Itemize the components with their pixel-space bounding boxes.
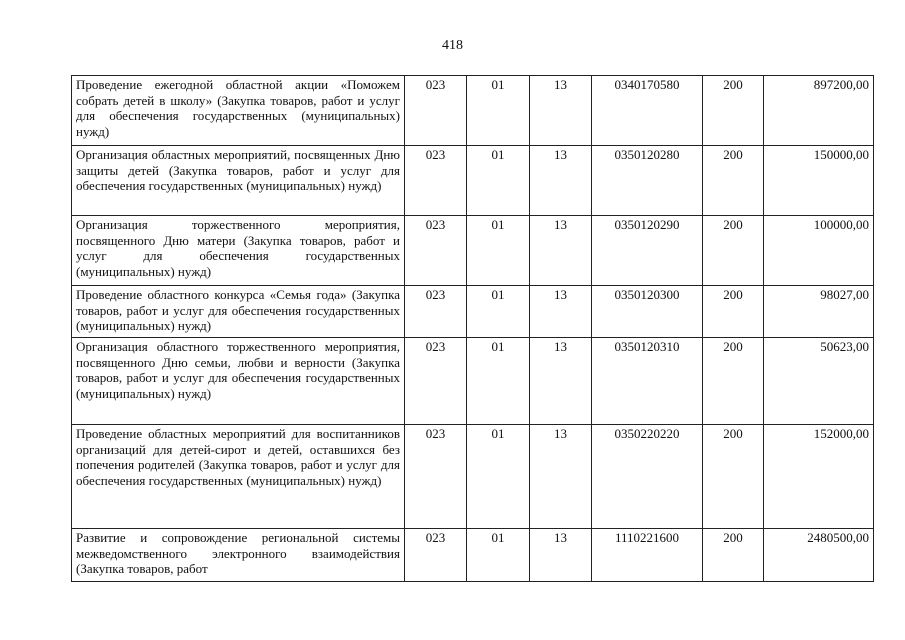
expense-type-code: 200 [703, 425, 764, 529]
subsection-code: 13 [530, 146, 592, 216]
page-number: 418 [442, 38, 463, 53]
amount: 2480500,00 [764, 529, 874, 582]
ministry-code: 023 [405, 216, 467, 286]
expense-type-code: 200 [703, 529, 764, 582]
ministry-code: 023 [405, 146, 467, 216]
budget-table [71, 75, 874, 582]
row-description: Организация областного торжественного мероприятия, посвященного Дню семьи, любви и верности (Закупка товаров, работ и услуг для обеспечения государственных (муниципальных) нужд) [72, 338, 405, 425]
target-code: 0340170580 [592, 76, 703, 146]
subsection-code: 13 [530, 286, 592, 338]
amount: 152000,00 [764, 425, 874, 529]
row-description: Развитие и сопровождение региональной системы межведомственного электронного взаимодействия (Закупка товаров, работ [72, 529, 405, 582]
ministry-code: 023 [405, 425, 467, 529]
section-code: 01 [467, 529, 530, 582]
row-description: Проведение областного конкурса «Семья года» (Закупка товаров, работ и услуг для обеспечения государственных (муниципальных) нужд) [72, 286, 405, 338]
amount: 150000,00 [764, 146, 874, 216]
section-code: 01 [467, 425, 530, 529]
amount: 50623,00 [764, 338, 874, 425]
amount: 100000,00 [764, 216, 874, 286]
table-row [72, 146, 874, 216]
amount: 897200,00 [764, 76, 874, 146]
subsection-code: 13 [530, 76, 592, 146]
table-row [72, 76, 874, 146]
subsection-code: 13 [530, 425, 592, 529]
row-description: Проведение областных мероприятий для воспитанников организаций для детей-сирот и детей, оставшихся без попечения родителей (Закупка товаров, работ и услуг для обеспечения государственных (муниципальных) нужд) [72, 425, 405, 529]
section-code: 01 [467, 286, 530, 338]
ministry-code: 023 [405, 529, 467, 582]
ministry-code: 023 [405, 76, 467, 146]
subsection-code: 13 [530, 216, 592, 286]
subsection-code: 13 [530, 338, 592, 425]
table-row [72, 338, 874, 425]
table-row [72, 425, 874, 529]
expense-type-code: 200 [703, 216, 764, 286]
row-description: Организация областных мероприятий, посвященных Дню защиты детей (Закупка товаров, работ и услуг для обеспечения государственных (муниципальных) нужд) [72, 146, 405, 216]
section-code: 01 [467, 76, 530, 146]
row-description: Проведение ежегодной областной акции «Поможем собрать детей в школу» (Закупка товаров, работ и услуг для обеспечения государственных (муниципальных) нужд) [72, 76, 405, 146]
target-code: 0350120310 [592, 338, 703, 425]
expense-type-code: 200 [703, 76, 764, 146]
section-code: 01 [467, 216, 530, 286]
ministry-code: 023 [405, 338, 467, 425]
table-row [72, 286, 874, 338]
target-code: 0350120290 [592, 216, 703, 286]
expense-type-code: 200 [703, 338, 764, 425]
expense-type-code: 200 [703, 146, 764, 216]
amount: 98027,00 [764, 286, 874, 338]
section-code: 01 [467, 146, 530, 216]
subsection-code: 13 [530, 529, 592, 582]
section-code: 01 [467, 338, 530, 425]
expense-type-code: 200 [703, 286, 764, 338]
target-code: 1110221600 [592, 529, 703, 582]
table-row [72, 216, 874, 286]
target-code: 0350120300 [592, 286, 703, 338]
table-row [72, 529, 874, 582]
ministry-code: 023 [405, 286, 467, 338]
target-code: 0350120280 [592, 146, 703, 216]
row-description: Организация торжественного мероприятия, посвященного Дню матери (Закупка товаров, работ и услуг для обеспечения государственных (муниципальных) нужд) [72, 216, 405, 286]
target-code: 0350220220 [592, 425, 703, 529]
